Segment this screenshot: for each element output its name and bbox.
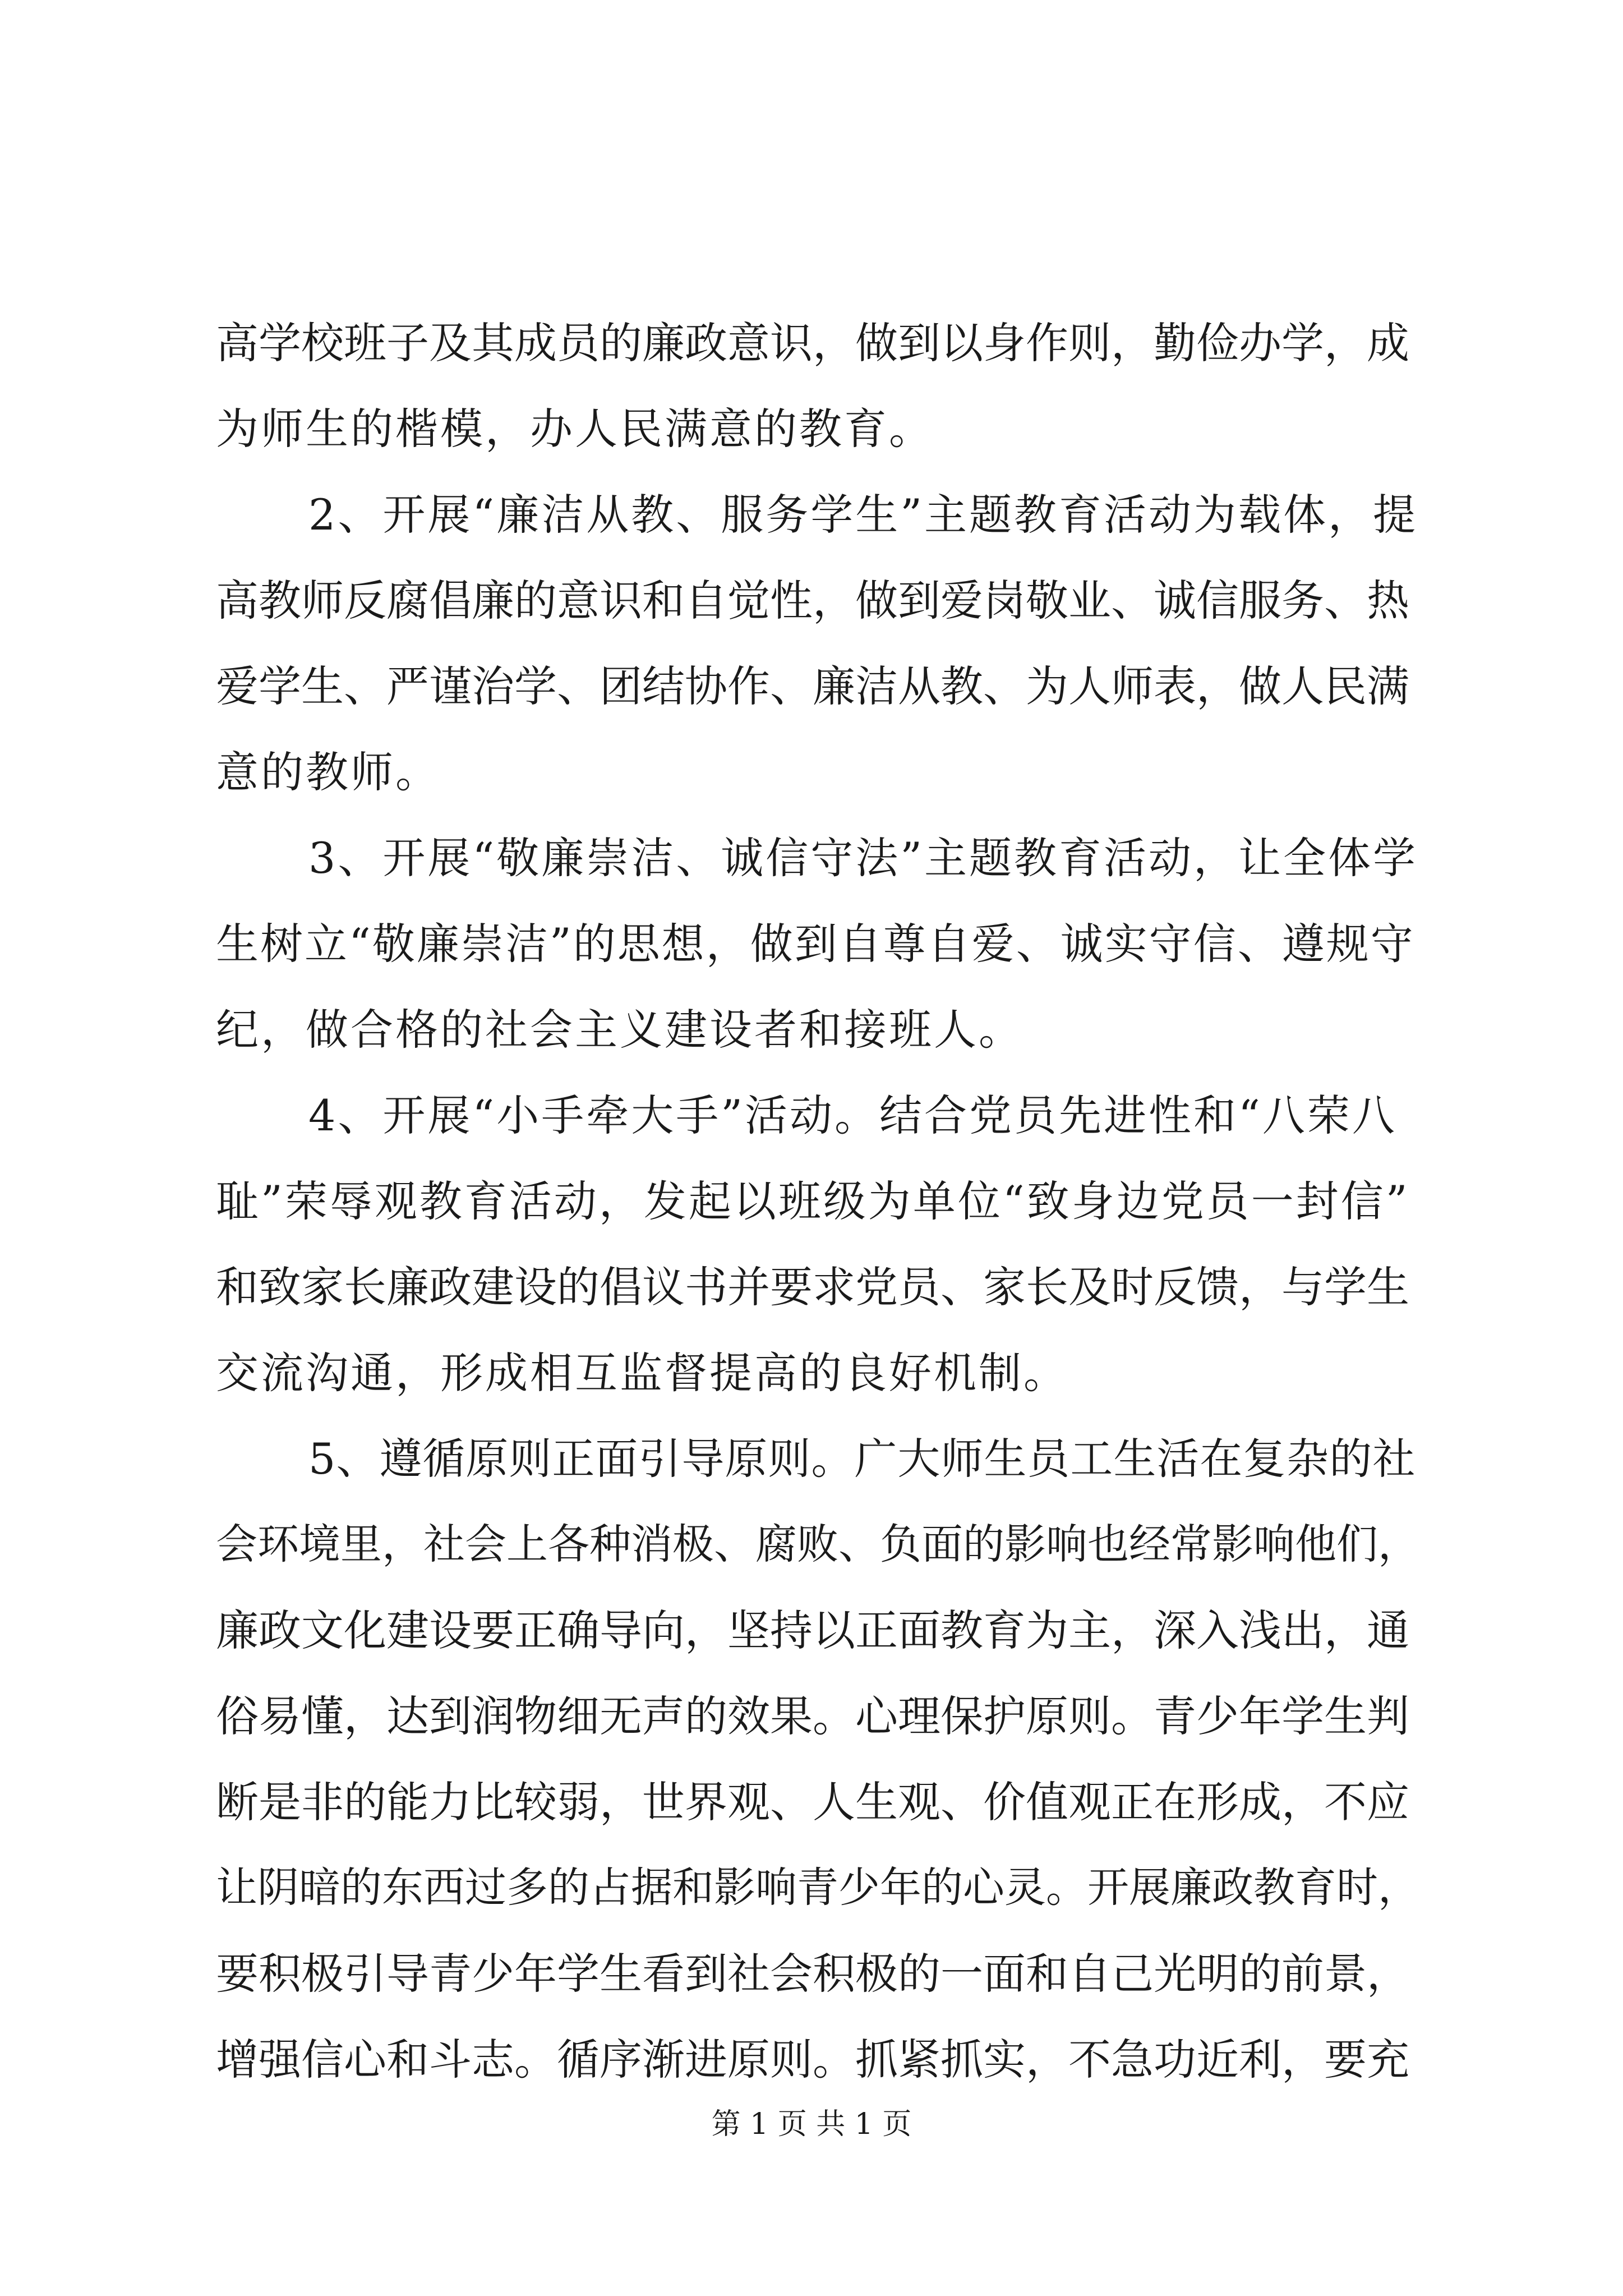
text-line: 要积极引导青少年学生看到社会积极的一面和自己光明的前景， — [216, 1949, 1409, 1999]
text-line: 5、遵循原则正面引导原则。广大师生员工生活在复杂的社 — [308, 1434, 1416, 1484]
text-line: 为师生的楷模，办人民满意的教育。 — [216, 404, 934, 454]
text-line: 断是非的能力比较弱，世界观、人生观、价值观正在形成，不应 — [216, 1777, 1409, 1827]
text-line: 会环境里，社会上各种消极、腐败、负面的影响也经常影响他们， — [216, 1520, 1419, 1568]
text-line: 4、开展“小手牵大手”活动。结合党员先进性和“八荣八 — [308, 1091, 1397, 1140]
text-line: 高学校班子及其成员的廉政意识，做到以身作则，勤俭办学，成 — [216, 318, 1409, 368]
text-line: 交流沟通，形成相互监督提高的良好机制。 — [216, 1348, 1068, 1398]
text-line: 和致家长廉政建设的倡议书并要求党员、家长及时反馈，与学生 — [216, 1262, 1409, 1312]
text-line: 爱学生、严谨治学、团结协作、廉洁从教、为人师表，做人民满 — [216, 661, 1409, 711]
page-footer: 第 1 页 共 1 页 — [711, 2108, 912, 2141]
text-line: 高教师反腐倡廉的意识和自觉性，做到爱岗敬业、诚信服务、热 — [216, 576, 1409, 625]
text-line: 意的教师。 — [216, 747, 440, 797]
text-line: 让阴暗的东西过多的占据和影响青少年的心灵。开展廉政教育时， — [216, 1864, 1419, 1912]
text-line: 2、开展“廉洁从教、服务学生”主题教育活动为载体，提 — [308, 490, 1418, 540]
text-line: 生树立“敬廉崇洁”的思想，做到自尊自爱、诚实守信、遵规守 — [216, 919, 1415, 969]
text-line: 廉政文化建设要正确导向，坚持以正面教育为主，深入浅出，通 — [216, 1605, 1409, 1655]
text-line: 耻”荣辱观教育活动，发起以班级为单位“致身边党员一封信” — [216, 1176, 1410, 1226]
text-line: 3、开展“敬廉崇洁、诚信守法”主题教育活动，让全体学 — [308, 833, 1418, 883]
document-body — [216, 300, 1422, 2102]
text-line: 纪，做合格的社会主义建设者和接班人。 — [216, 1005, 1023, 1055]
text-line: 俗易懂，达到润物细无声的效果。心理保护原则。青少年学生判 — [216, 1691, 1409, 1741]
text-line: 增强信心和斗志。循序渐进原则。抓紧抓实，不急功近利，要充 — [216, 2035, 1409, 2085]
